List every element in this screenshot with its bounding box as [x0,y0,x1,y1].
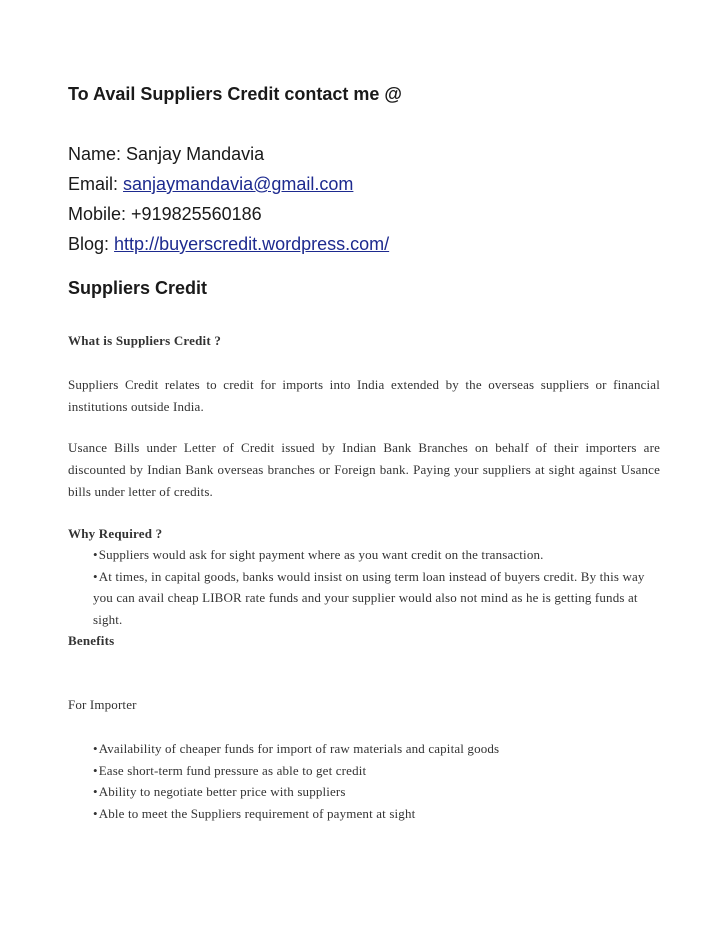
benefits-heading: Benefits [68,633,115,648]
name-value: Sanjay Mandavia [126,144,265,164]
for-importer-label: For Importer [68,697,137,712]
list-item-text: At times, in capital goods, banks would insist on using term loan instead of buyers credit. By this way you can avail cheap LIBOR rate funds and your supplier would also not mind as he is getting funds at sight. [93,568,645,627]
email-link[interactable]: sanjaymandavia@gmail.com [123,174,354,194]
bullet-icon: • [93,547,98,562]
what-is-paragraph-2: Usance Bills under Letter of Credit issued by Indian Bank Branches on behalf of their importers are discounted by Indian Bank overseas branches or Foreign bank. Paying your suppliers at sight against Usance bills under letter of credits. [68,440,660,499]
benefits-list [93,738,660,824]
why-required-heading: Why Required ? [68,526,163,541]
name-label: Name: [68,144,122,164]
list-item-text: Ability to negotiate better price with suppliers [98,784,346,799]
list-item-text: Availability of cheaper funds for import of raw materials and capital goods [98,741,500,756]
blog-link[interactable]: http://buyerscredit.wordpress.com/ [114,234,390,254]
bullet-icon: • [93,568,98,584]
list-item-text: Suppliers would ask for sight payment where as you want credit on the transaction. [98,547,544,562]
blog-label: Blog: [68,234,110,254]
contact-mobile-line [68,204,262,225]
list-item-text: Ease short-term fund pressure as able to get credit [98,762,367,778]
contact-name-line [68,144,264,165]
contact-blog-line [68,234,389,255]
list-item-text: Able to meet the Suppliers requirement of payment at sight [98,805,416,821]
bullet-icon: • [93,741,98,756]
bullet-icon: • [93,805,98,821]
list-item [93,803,660,825]
bullet-icon: • [93,784,98,799]
email-label: Email: [68,174,119,194]
section-title: Suppliers Credit [68,278,208,298]
contact-title: To Avail Suppliers Credit contact me @ [68,84,402,104]
contact-email-line [68,174,353,195]
list-item [93,781,660,803]
list-item [93,738,660,760]
why-required-list [93,544,660,630]
what-is-paragraph-1: Suppliers Credit relates to credit for imports into India extended by the overseas suppliers or financial institutions outside India. [68,377,660,414]
list-item [93,760,660,782]
list-item [93,544,660,566]
what-is-heading: What is Suppliers Credit ? [68,333,222,348]
list-item [93,566,660,631]
mobile-value: +919825560186 [131,204,262,224]
bullet-icon: • [93,762,98,778]
mobile-label: Mobile: [68,204,127,224]
